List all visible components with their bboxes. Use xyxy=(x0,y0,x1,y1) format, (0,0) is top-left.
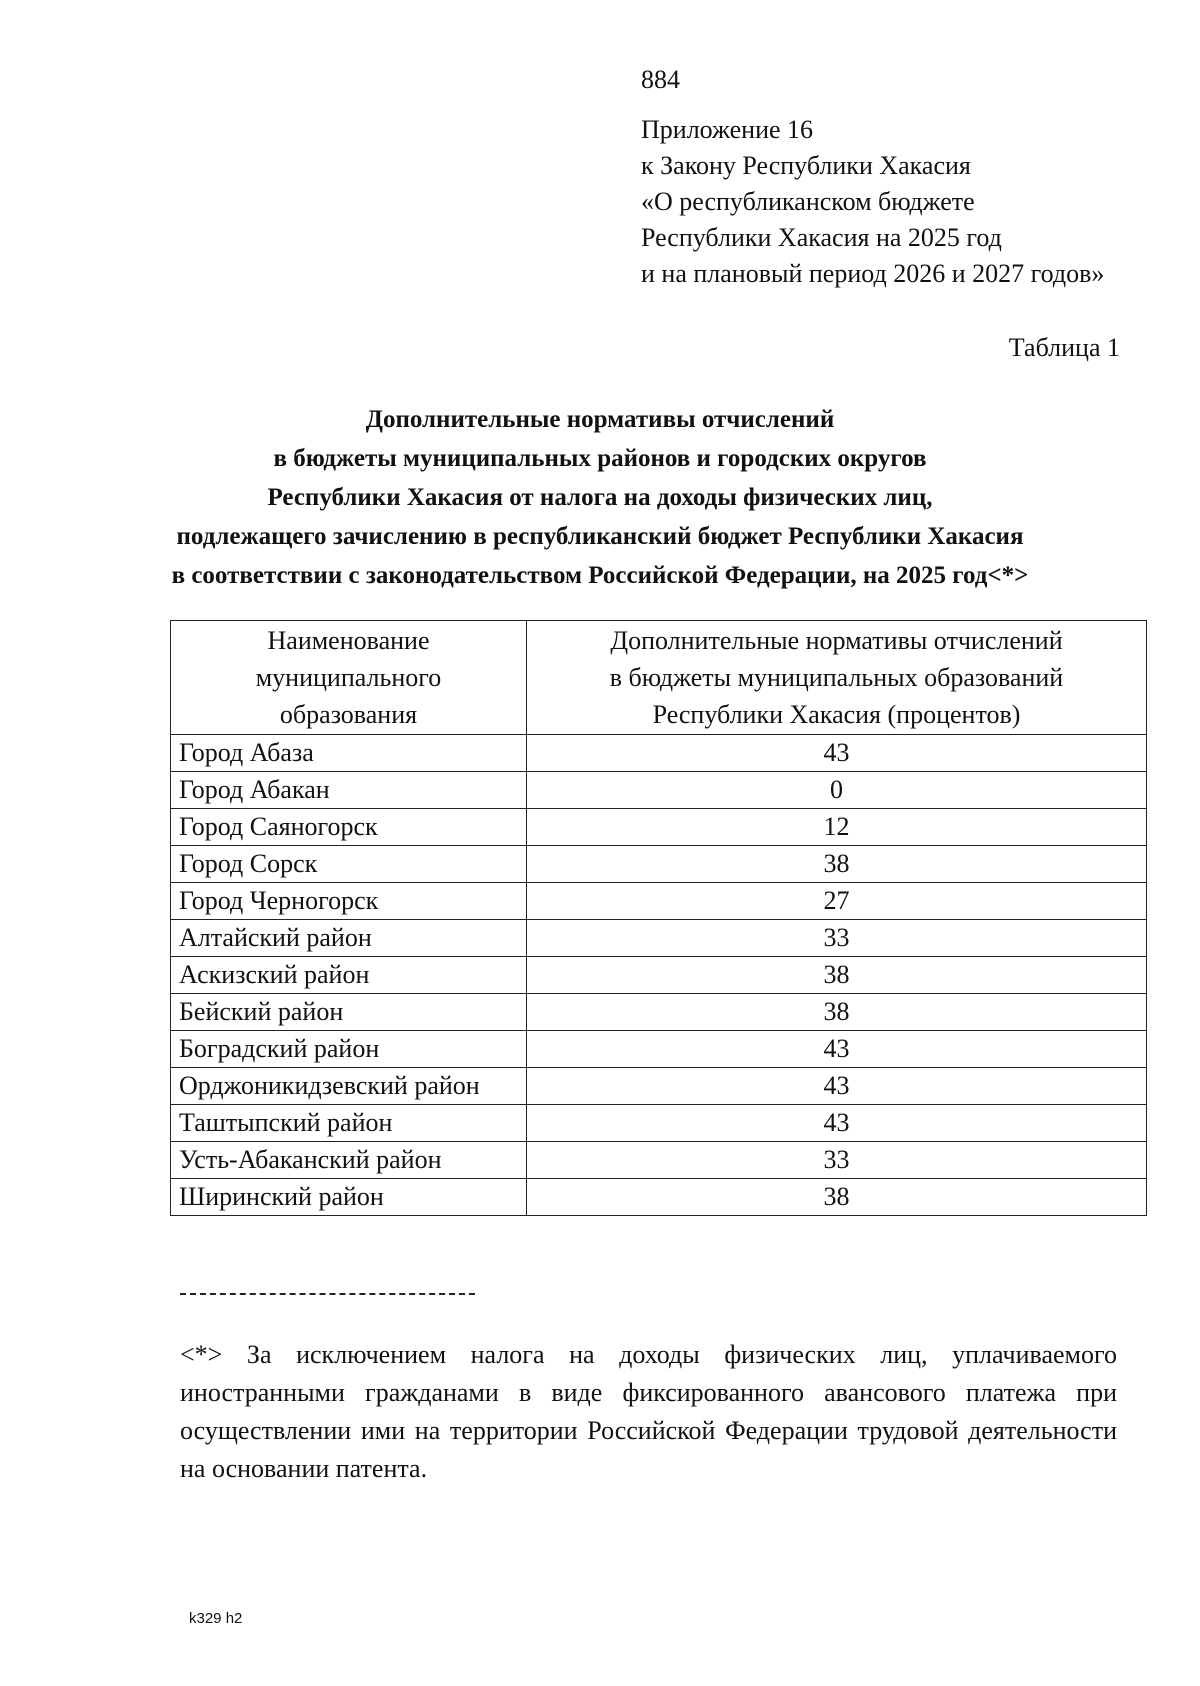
appendix-line: и на плановый период 2026 и 2027 годов» xyxy=(641,259,1105,288)
municipality-name: Усть-Абаканский район xyxy=(171,1142,527,1179)
appendix-reference xyxy=(641,112,1104,292)
document-title xyxy=(0,400,1200,595)
appendix-line: «О республиканском бюджете xyxy=(641,187,975,216)
municipality-name: Алтайский район xyxy=(171,920,527,957)
rate-value: 38 xyxy=(527,994,1147,1031)
municipality-name: Город Абаза xyxy=(171,735,527,772)
table-label: Таблица 1 xyxy=(1008,333,1120,362)
table-row xyxy=(171,846,1147,883)
header-line: муниципального xyxy=(255,663,442,692)
header-line: в бюджеты муниципальных образований xyxy=(609,663,1064,692)
title-line: Республики Хакасия от налога на доходы физических лиц, xyxy=(267,484,933,511)
municipality-name: Боградский район xyxy=(171,1031,527,1068)
header-line: Республики Хакасия (процентов) xyxy=(652,700,1021,729)
municipality-name: Город Абакан xyxy=(171,772,527,809)
header-line: образования xyxy=(279,700,418,729)
title-line: подлежащего зачислению в республиканский бюджет Республики Хакасия xyxy=(176,523,1024,550)
footnote-text: <*> За исключением налога на доходы физических лиц, уплачиваемого иностранными гражданами в виде фиксированного авансового платежа при осуществлении ими на территории Российской Федерации трудовой деятельности на основании патента. xyxy=(180,1340,1117,1483)
header-line: Дополнительные нормативы отчислений xyxy=(610,626,1063,655)
header-line: Наименование xyxy=(267,626,430,655)
table-row xyxy=(171,1179,1147,1216)
rate-value: 12 xyxy=(527,809,1147,846)
table-row xyxy=(171,735,1147,772)
rate-value: 38 xyxy=(527,957,1147,994)
municipality-name: Город Черногорск xyxy=(171,883,527,920)
rate-value: 27 xyxy=(527,883,1147,920)
appendix-line: Республики Хакасия на 2025 год xyxy=(641,223,1002,252)
table-row xyxy=(171,920,1147,957)
municipality-name: Ширинский район xyxy=(171,1179,527,1216)
document-code: k329 h2 xyxy=(189,1610,243,1627)
municipality-name: Аскизский район xyxy=(171,957,527,994)
title-line: в бюджеты муниципальных районов и городских округов xyxy=(273,445,927,472)
table-row xyxy=(171,1142,1147,1179)
rate-value: 38 xyxy=(527,846,1147,883)
rate-value: 0 xyxy=(527,772,1147,809)
municipality-name: Город Сорск xyxy=(171,846,527,883)
footnote-separator xyxy=(180,1293,475,1295)
rate-value: 43 xyxy=(527,1105,1147,1142)
allocation-table-wrapper xyxy=(170,620,1146,1216)
table-row xyxy=(171,994,1147,1031)
table-header-row xyxy=(171,621,1147,735)
table-row xyxy=(171,883,1147,920)
rate-value: 43 xyxy=(527,1068,1147,1105)
municipality-name: Город Саяногорск xyxy=(171,809,527,846)
table-row xyxy=(171,1068,1147,1105)
rate-value: 43 xyxy=(527,1031,1147,1068)
appendix-line: к Закону Республики Хакасия xyxy=(641,151,971,180)
title-line: Дополнительные нормативы отчислений xyxy=(365,406,835,433)
municipality-name: Бейский район xyxy=(171,994,527,1031)
appendix-line: Приложение 16 xyxy=(641,115,814,144)
table-row xyxy=(171,1031,1147,1068)
municipality-name: Таштыпский район xyxy=(171,1105,527,1142)
table-row xyxy=(171,957,1147,994)
rate-value: 43 xyxy=(527,735,1147,772)
column-header-municipality xyxy=(171,621,527,735)
allocation-table xyxy=(170,620,1147,1216)
rate-value: 33 xyxy=(527,920,1147,957)
rate-value: 38 xyxy=(527,1179,1147,1216)
rate-value: 33 xyxy=(527,1142,1147,1179)
title-line: в соответствии с законодательством Российской Федерации, на 2025 год<*> xyxy=(171,562,1029,589)
table-row xyxy=(171,1105,1147,1142)
column-header-rate xyxy=(527,621,1147,735)
table-row xyxy=(171,772,1147,809)
table-row xyxy=(171,809,1147,846)
page-number: 884 xyxy=(641,65,680,94)
municipality-name: Орджоникидзевский район xyxy=(171,1068,527,1105)
